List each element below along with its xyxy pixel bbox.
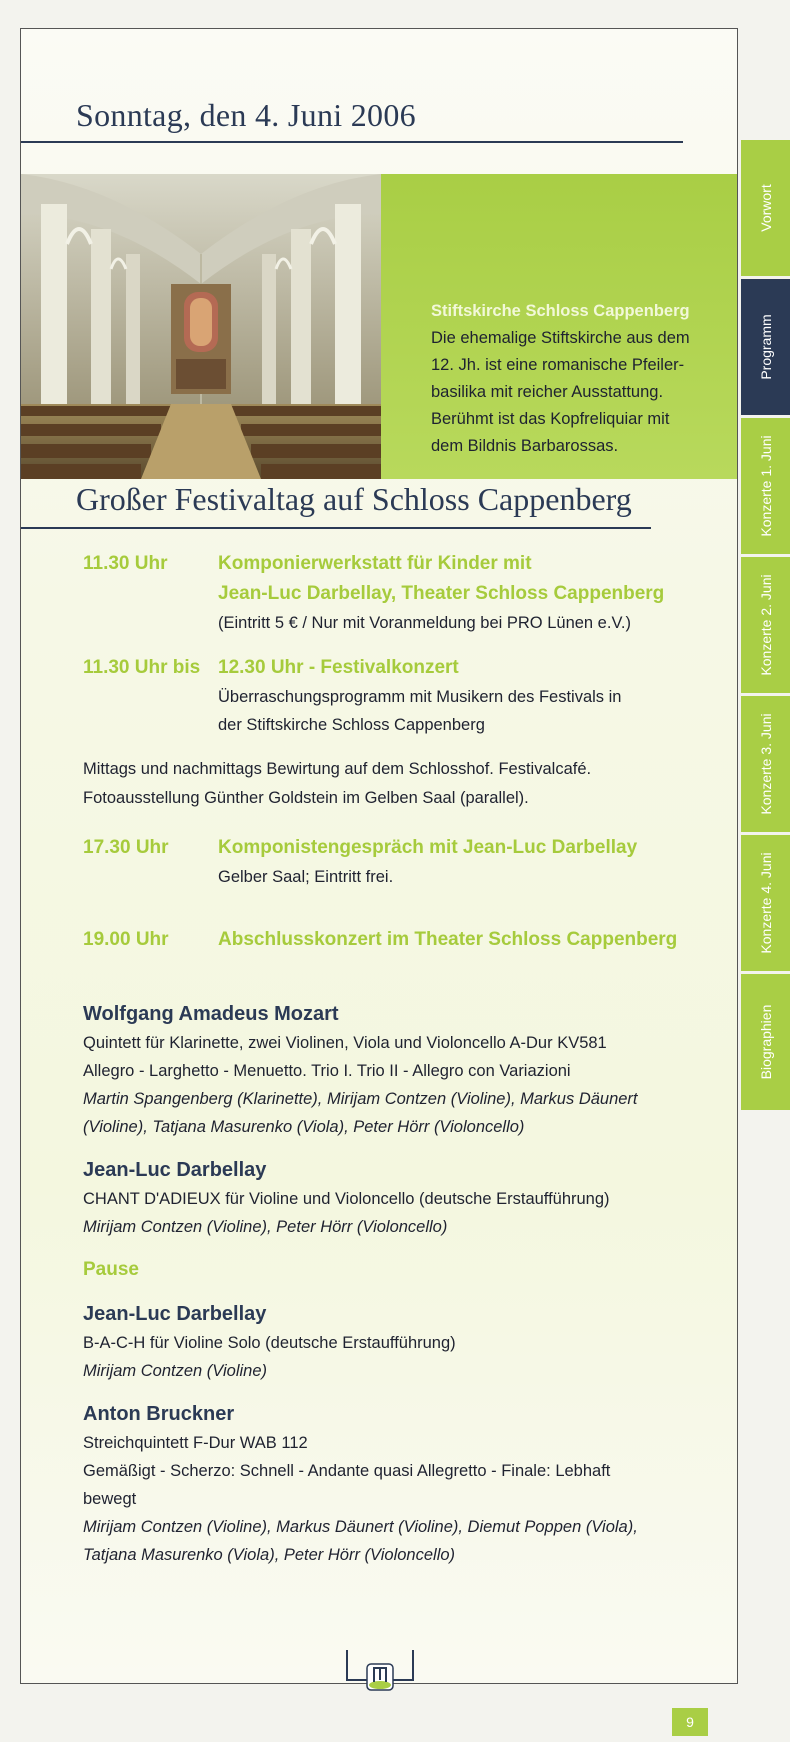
event-item [83, 833, 703, 891]
composer-name: Wolfgang Amadeus Mozart [83, 1003, 339, 1025]
event-title: Komponierwerkstatt für Kinder mit [218, 553, 532, 574]
tab-label: Konzerte 4. Juni [757, 852, 774, 954]
event-body [218, 925, 677, 955]
caption-line: 12. Jh. ist eine romanische Pfeiler- [431, 356, 685, 374]
event-body [218, 833, 637, 891]
caption-line: basilika mit reicher Ausstattung. [431, 383, 664, 401]
composer-name: Jean-Luc Darbellay [83, 1159, 267, 1181]
tab-konzerte-4-juni[interactable] [741, 835, 790, 971]
tab-label: Vorwort [757, 184, 774, 232]
program-page [20, 28, 738, 1684]
performers-line: Tatjana Masurenko (Viola), Peter Hörr (Violoncello) [83, 1546, 456, 1564]
work-line: Allegro - Larghetto - Menuetto. Trio I. Trio II - Allegro con Variazioni [83, 1062, 571, 1080]
event-time: 19.00 Uhr [83, 929, 169, 950]
work-line: Gemäßigt - Scherzo: Schnell - Andante quasi Allegretto - Finale: Lebhaft [83, 1462, 611, 1480]
event-title: 12.30 Uhr - Festivalkonzert [218, 657, 459, 678]
concert-program [83, 999, 703, 1583]
tab-konzerte-1-juni[interactable] [741, 418, 790, 554]
work-line: CHANT D'ADIEUX für Violine und Violoncello (deutsche Erstaufführung) [83, 1190, 610, 1208]
event-item [83, 925, 703, 955]
event-note: der Stiftskirche Schloss Cappenberg [218, 716, 485, 734]
info-line: Mittags und nachmittags Bewirtung auf dem Schlosshof. Festivalcafé. [83, 760, 592, 778]
festival-logo-icon [345, 1650, 415, 1694]
festival-rule [21, 527, 651, 529]
event-item [83, 653, 703, 739]
event-note: Überraschungsprogramm mit Musikern des Festivals in [218, 688, 622, 706]
event-time: 11.30 Uhr [83, 553, 168, 574]
catering-info [83, 755, 703, 813]
tab-konzerte-3-juni[interactable] [741, 696, 790, 832]
tab-label: Biographien [757, 1004, 774, 1080]
tab-vorwort[interactable] [741, 140, 790, 276]
composer-name: Jean-Luc Darbellay [83, 1303, 267, 1325]
performers-line: Mirijam Contzen (Violine), Markus Däunert (Violine), Diemut Poppen (Viola), [83, 1518, 638, 1536]
tab-label: Konzerte 3. Juni [757, 713, 774, 815]
caption-line: Berühmt ist das Kopfreliquiar mit [431, 410, 670, 428]
performers-line: (Violine), Tatjana Masurenko (Viola), Peter Hörr (Violoncello) [83, 1118, 525, 1136]
work-line: Streichquintett F-Dur WAB 112 [83, 1434, 308, 1452]
performers-line: Mirijam Contzen (Violine) [83, 1362, 268, 1380]
tab-programm[interactable] [741, 279, 790, 415]
church-interior-photo [21, 174, 381, 479]
program-work [83, 999, 703, 1141]
page-number: 9 [672, 1708, 708, 1736]
event-title: Komponistengespräch mit Jean-Luc Darbellay [218, 837, 638, 858]
program-work [83, 1399, 703, 1569]
caption-line: Die ehemalige Stiftskirche aus dem [431, 329, 690, 347]
page-date-heading: Sonntag, den 4. Juni 2006 [76, 97, 416, 133]
event-body [218, 653, 621, 739]
pause-label: Pause [83, 1259, 139, 1280]
work-line: bewegt [83, 1490, 137, 1508]
tab-biographien[interactable] [741, 974, 790, 1110]
composer-name: Anton Bruckner [83, 1403, 235, 1425]
event-body [218, 549, 664, 637]
performers-line: Martin Spangenberg (Klarinette), Mirijam Contzen (Violine), Markus Däunert [83, 1090, 638, 1108]
work-line: B-A-C-H für Violine Solo (deutsche Erstaufführung) [83, 1334, 456, 1352]
caption-line: dem Bildnis Barbarossas. [431, 437, 619, 455]
tab-konzerte-2-juni[interactable] [741, 557, 790, 693]
section-tabs [741, 140, 790, 1113]
info-line: Fotoausstellung Günther Goldstein im Gelben Saal (parallel). [83, 789, 529, 807]
performers-line: Mirijam Contzen (Violine), Peter Hörr (Violoncello) [83, 1218, 448, 1236]
event-title: Abschlusskonzert im Theater Schloss Cappenberg [218, 929, 678, 950]
schedule [83, 549, 703, 971]
church-caption [381, 174, 737, 479]
event-time: 11.30 Uhr bis [83, 657, 201, 678]
heading-rule [21, 141, 683, 143]
event-note: Gelber Saal; Eintritt frei. [218, 868, 394, 886]
work-line: Quintett für Klarinette, zwei Violinen, Viola und Violoncello A-Dur KV581 [83, 1034, 607, 1052]
event-time: 17.30 Uhr [83, 837, 169, 858]
program-work [83, 1299, 703, 1385]
event-title: Jean-Luc Darbellay, Theater Schloss Cappenberg [218, 583, 665, 604]
festival-heading: Großer Festivaltag auf Schloss Cappenberg [76, 481, 632, 517]
tab-label: Konzerte 2. Juni [757, 574, 774, 676]
tab-label: Konzerte 1. Juni [757, 435, 774, 537]
event-note: (Eintritt 5 € / Nur mit Voranmeldung bei PRO Lünen e.V.) [218, 614, 632, 632]
tab-label: Programm [757, 314, 774, 380]
caption-title: Stiftskirche Schloss Cappenberg [431, 302, 690, 320]
program-work [83, 1155, 703, 1241]
event-item [83, 549, 703, 637]
